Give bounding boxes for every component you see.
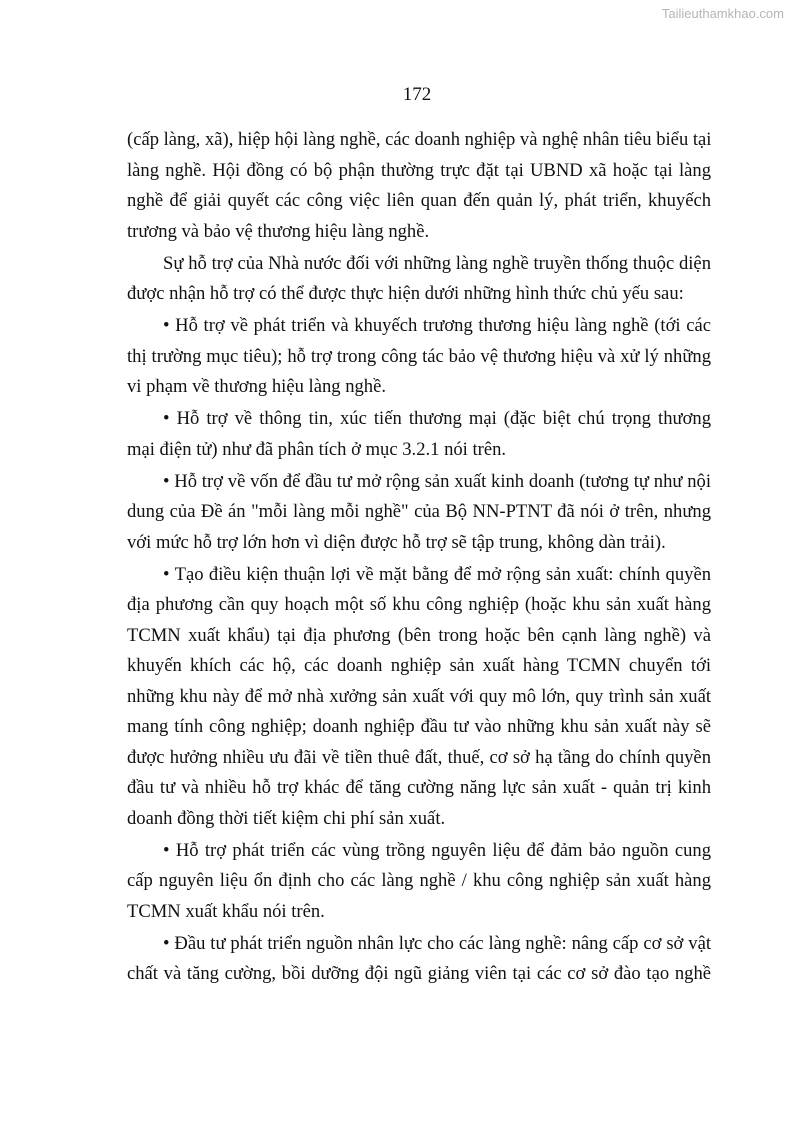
text-line: mang tính công nghiệp; doanh nghiệp đầu tư vào những khu sản xuất này sẽ	[127, 716, 711, 737]
watermark: Tailieuthamkhao.com	[661, 6, 784, 21]
text-line: thị trường mục tiêu); hỗ trợ trong công tác bảo vệ thương hiệu và xử lý những	[127, 345, 711, 367]
paragraph	[127, 467, 711, 559]
text-line: khuyến khích các hộ, các doanh nghiệp sản xuất hàng TCMN chuyển tới	[127, 655, 711, 676]
text-line: vi phạm về thương hiệu làng nghề.	[127, 376, 386, 397]
text-line: với mức hỗ trợ lớn hơn vì diện được hỗ trợ sẽ tập trung, không dàn trải).	[127, 531, 666, 553]
text-line: TCMN xuất khẩu) tại địa phương (bên trong hoặc bên cạnh làng nghề) và	[127, 624, 711, 646]
text-line: Sự hỗ trợ của Nhà nước đối với những làng nghề truyền thống thuộc diện	[163, 252, 711, 274]
paragraph	[127, 249, 711, 310]
text-line: những khu này để mở nhà xưởng sản xuất với quy mô lớn, quy trình sản xuất	[127, 685, 711, 707]
text-line: • Hỗ trợ về phát triển và khuyếch trương thương hiệu làng nghề (tới các	[163, 315, 711, 336]
text-line: (cấp làng, xã), hiệp hội làng nghề, các doanh nghiệp và nghệ nhân tiêu biểu tại	[127, 129, 712, 150]
paragraph	[127, 929, 711, 990]
text-line: trương và bảo vệ thương hiệu làng nghề.	[127, 220, 430, 242]
text-line: doanh đồng thời tiết kiệm chi phí sản xuất.	[127, 807, 446, 829]
document-body	[127, 125, 711, 991]
text-line: • Hỗ trợ về thông tin, xúc tiến thương mại (đặc biệt chú trọng thương	[163, 408, 711, 429]
paragraph	[127, 311, 711, 403]
text-line: dung của Đề án "mỗi làng mỗi nghề" của Bộ NN-PTNT đã nói ở trên, nhưng	[127, 501, 711, 522]
paragraph	[127, 836, 711, 928]
paragraph	[127, 125, 711, 247]
page-number: 172	[402, 84, 432, 105]
text-line: • Tạo điều kiện thuận lợi về mặt bằng để mở rộng sản xuất: chính quyền	[163, 563, 711, 585]
paragraph	[127, 404, 711, 465]
text-line: địa phương cần quy hoạch một số khu công nghiệp (hoặc khu sản xuất hàng	[127, 594, 711, 615]
text-line: làng nghề. Hội đồng có bộ phận thường trực đặt tại UBND xã hoặc tại làng	[127, 159, 711, 181]
text-line: được hưởng nhiều ưu đãi về tiền thuê đất, thuế, cơ sở hạ tầng do chính quyền	[127, 746, 711, 768]
text-line: mại điện tử) như đã phân tích ở mục 3.2.1 nói trên.	[127, 438, 507, 460]
text-line: đầu tư và nhiều hỗ trợ khác để tăng cường năng lực sản xuất - quản trị kinh	[127, 777, 711, 798]
text-line: cấp nguyên liệu ổn định cho các làng nghề / khu công nghiệp sản xuất hàng	[127, 870, 711, 891]
text-line: • Hỗ trợ phát triển các vùng trồng nguyên liệu để đảm bảo nguồn cung	[163, 839, 711, 861]
text-line: nghề để giải quyết các công việc liên quan đến quản lý, phát triển, khuyếch	[127, 190, 711, 211]
text-line: • Hỗ trợ về vốn để đầu tư mở rộng sản xuất kinh doanh (tương tự như nội	[163, 470, 711, 492]
text-line: được nhận hỗ trợ có thể được thực hiện dưới những hình thức chủ yếu sau:	[127, 283, 684, 304]
text-line: • Đầu tư phát triển nguồn nhân lực cho các làng nghề: nâng cấp cơ sở vật	[163, 932, 711, 954]
text-line: chất và tăng cường, bồi dưỡng đội ngũ giảng viên tại các cơ sở đào tạo nghề	[127, 963, 711, 984]
paragraph	[127, 560, 711, 835]
text-line: TCMN xuất khẩu nói trên.	[127, 900, 325, 922]
